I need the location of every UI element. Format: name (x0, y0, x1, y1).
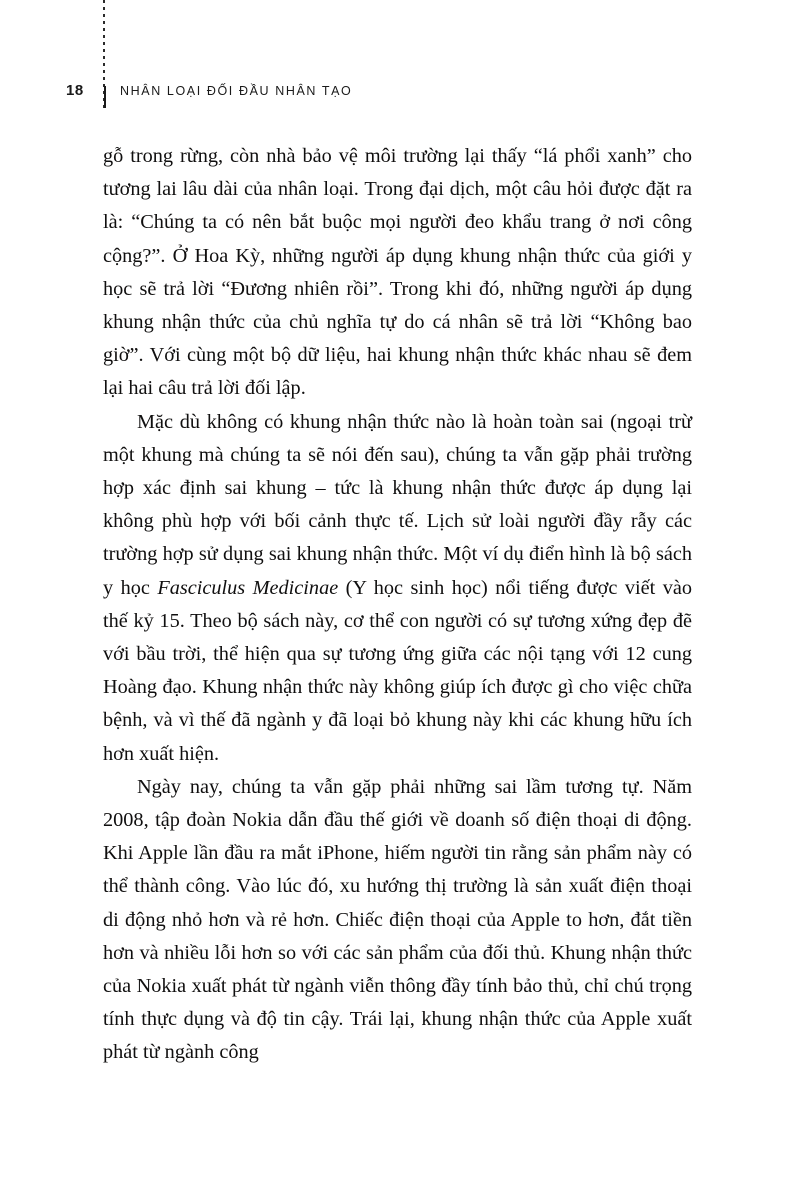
running-head-divider (104, 86, 106, 108)
paragraph-3: Ngày nay, chúng ta vẫn gặp phải những sai lầm tương tự. Năm 2008, tập đoàn Nokia dẫn đầu thế giới về doanh số điện thoại di động. Khi Apple lần đầu ra mắt iPhone, hiếm người tin rằng sản phẩm này có thể thành công. Vào lúc đó, xu hướng thị trường là sản xuất điện thoại di động nhỏ hơn và rẻ hơn. Chiếc điện thoại của Apple to hơn, đắt tiền hơn và nhiều lỗi hơn so với các sản phẩm của đối thủ. Khung nhận thức của Nokia xuất phát từ ngành viễn thông đầy tính bảo thủ, chỉ chú trọng tính thực dụng và độ tin cậy. Trái lại, khung nhận thức của Apple xuất phát từ ngành công (103, 775, 692, 1064)
paragraph-2 (103, 406, 692, 771)
running-head-title: NHÂN LOẠI ĐỐI ĐẦU NHÂN TẠO (120, 84, 353, 98)
body-text (103, 140, 692, 1070)
paragraph-2-part-2: (Y học sinh học) nổi tiếng được viết vào thế kỷ 15. Theo bộ sách này, cơ thể con người có sự tương xứng đẹp đẽ với bầu trời, thể hiện qua sự tương ứng giữa các nội tạng với 12 cung Hoàng đạo. Khung nhận thức này không giúp ích được gì cho việc chữa bệnh, và vì thế đã ngành y đã loại bỏ khung này khi các khung hữu ích hơn xuất hiện. (103, 576, 692, 765)
paragraph-1: gỗ trong rừng, còn nhà bảo vệ môi trường lại thấy “lá phổi xanh” cho tương lai lâu dài của nhân loại. Trong đại dịch, một câu hỏi được đặt ra là: “Chúng ta có nên bắt buộc mọi người đeo khẩu trang ở nơi công cộng?”. Ở Hoa Kỳ, những người áp dụng khung nhận thức của giới y học sẽ trả lời “Đương nhiên rồi”. Trong khi đó, những người áp dụng khung nhận thức của chủ nghĩa tự do cá nhân sẽ trả lời “Không bao giờ”. Với cùng một bộ dữ liệu, hai khung nhận thức khác nhau sẽ đem lại hai câu trả lời đối lập. (103, 145, 692, 400)
running-head (66, 82, 726, 104)
paragraph-2-part-1: Mặc dù không có khung nhận thức nào là hoàn toàn sai (ngoại trừ một khung mà chúng ta sẽ nói đến sau), chúng ta vẫn gặp phải trường hợp xác định sai khung – tức là khung nhận thức được áp dụng lại không phù hợp với bối cảnh thực tế. Lịch sử loài người đầy rẫy các trường hợp sử dụng sai khung nhận thức. Một ví dụ điển hình là bộ sách y học (103, 410, 692, 599)
page-number: 18 (66, 82, 84, 99)
book-title-italic: Fasciculus Medicinae (157, 576, 339, 599)
